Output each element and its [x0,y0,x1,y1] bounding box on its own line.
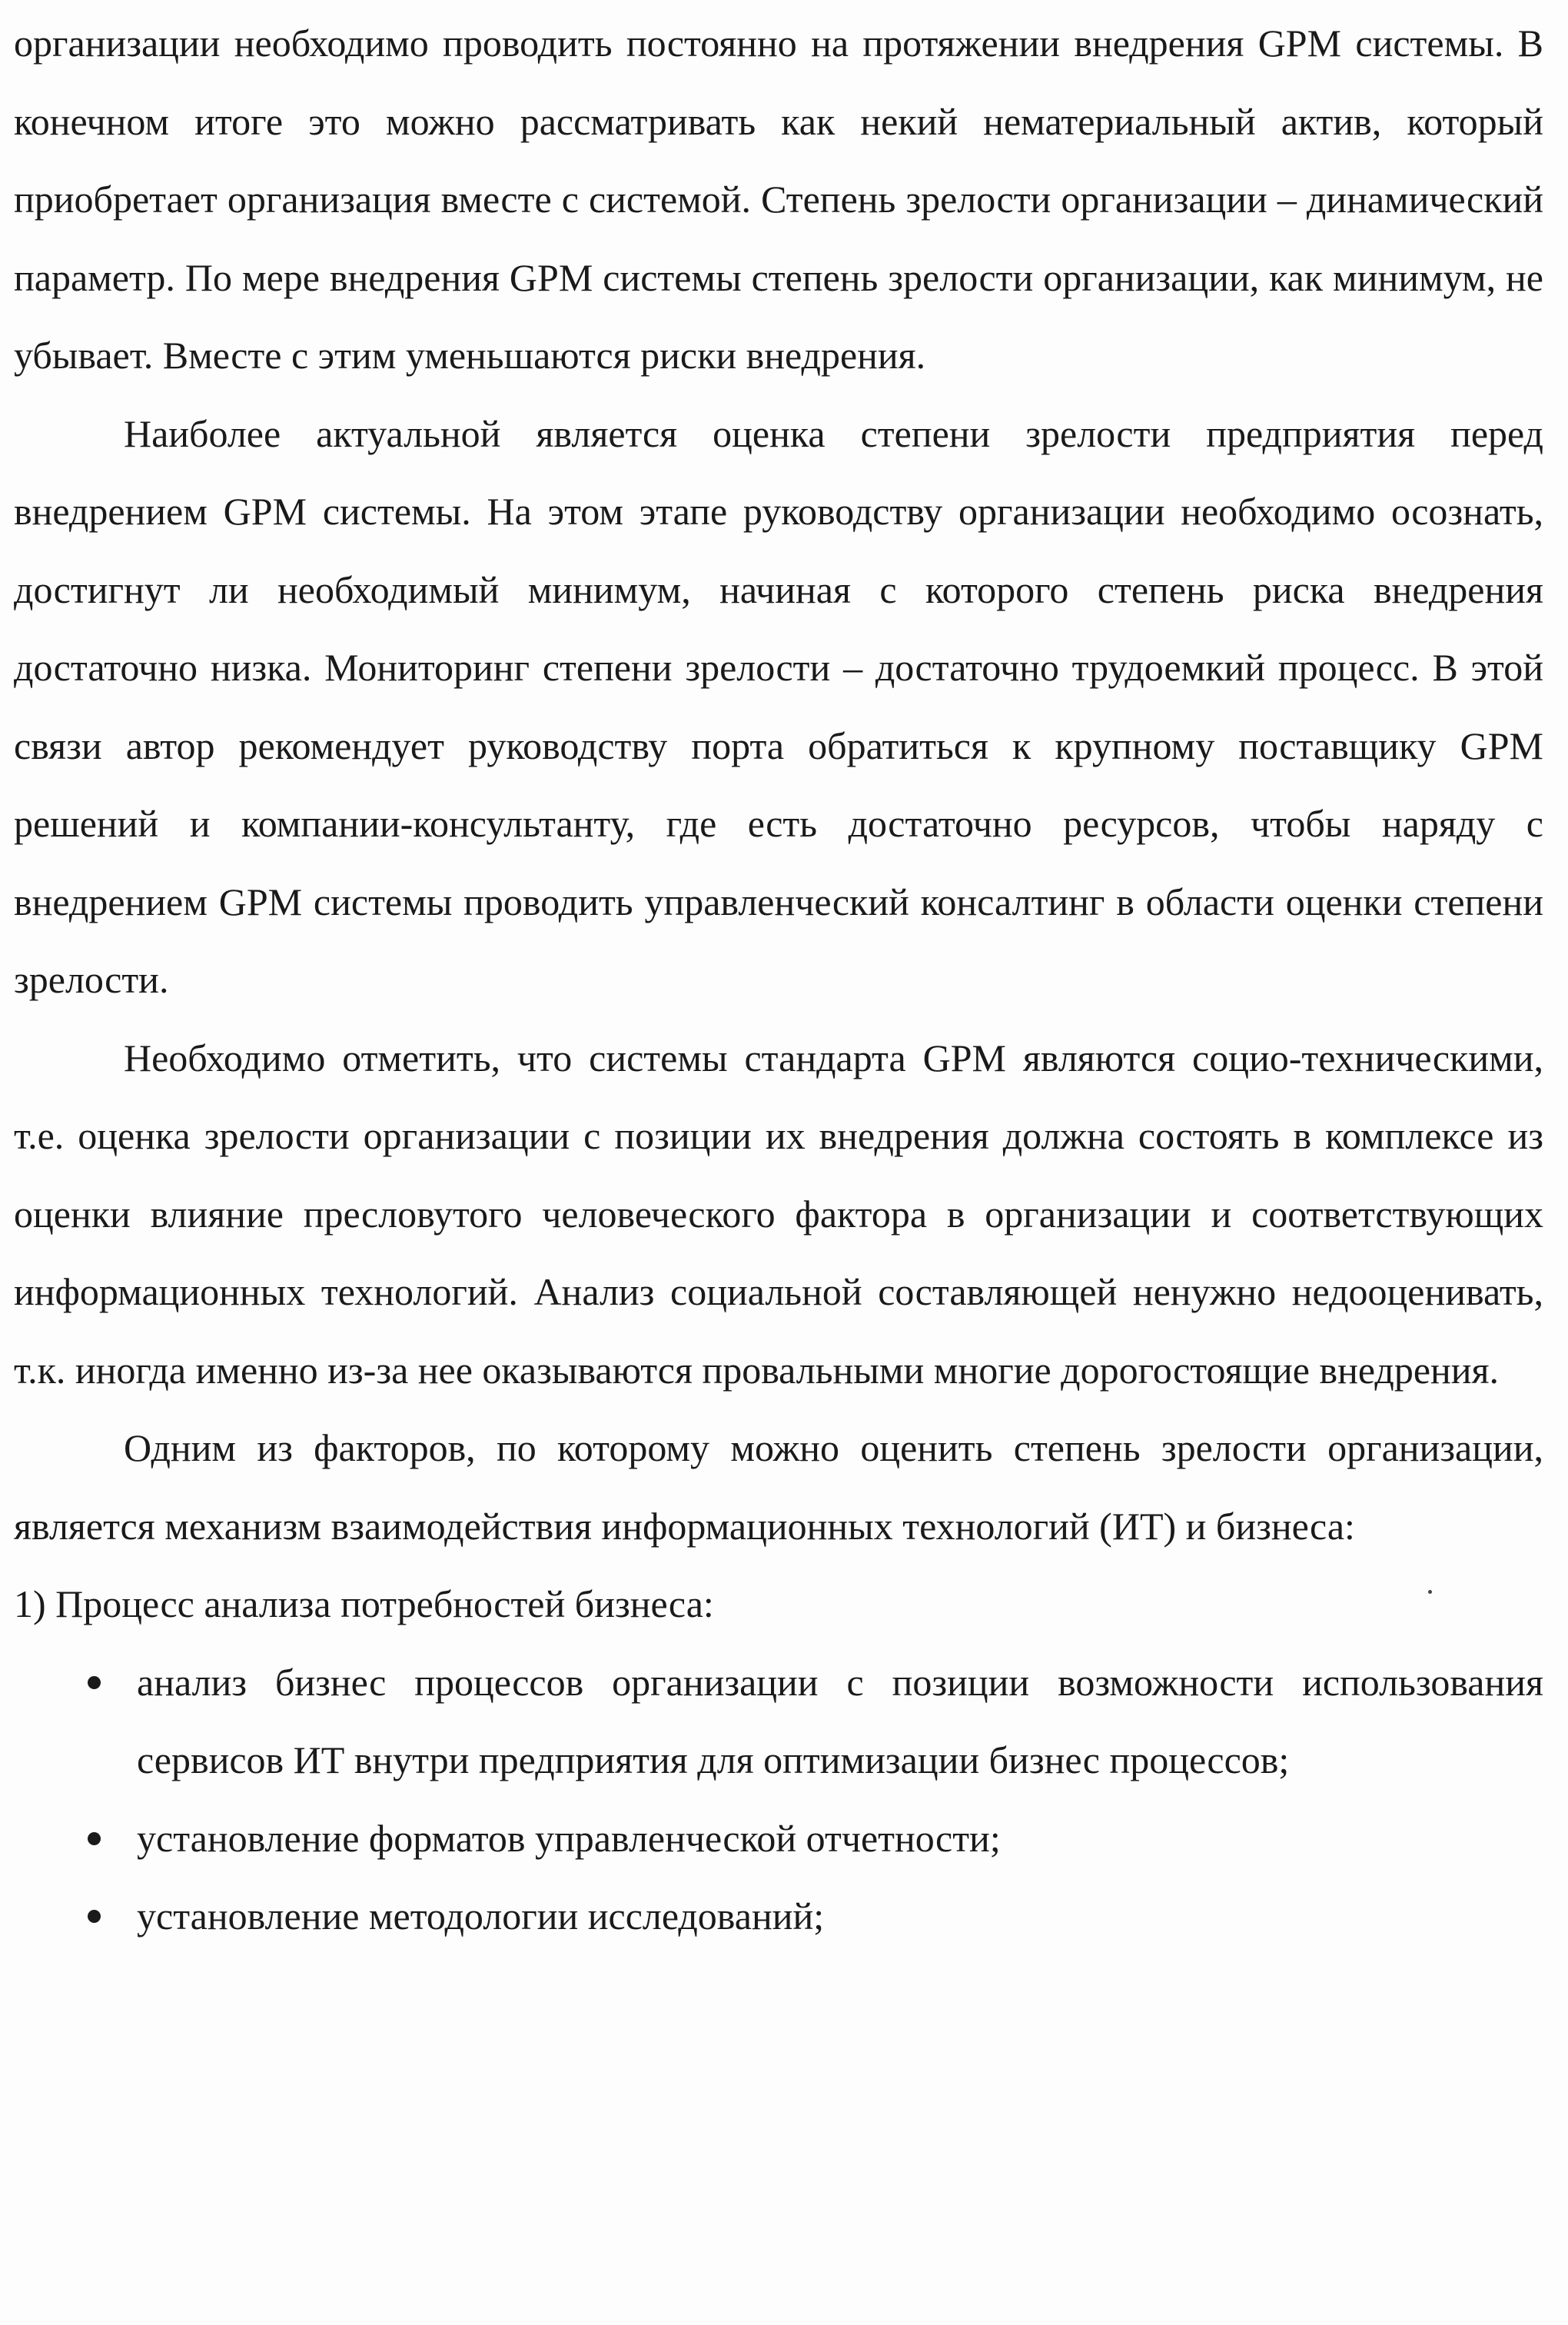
paragraph-maturity-assessment: Наиболее актуальной является оценка степени зрелости предприятия перед внедрением GPM системы. На этом этапе руководству организации необходимо осознать, достигнут ли необходимый минимум, начиная с которого степень риска внедрения достаточно низка. Мониторинг степени зрелости – достаточно трудоемкий процесс. В этой связи автор рекомендует руководству порта обратиться к крупному поставщику GPM решений и компании-консультанту, где есть достаточно ресурсов, чтобы наряду с внедрением GPM системы проводить управленческий консалтинг в области оценки степени зрелости. [14,411,1543,1001]
bullet-dot-icon [88,1676,101,1689]
bullet-dot-icon [88,1910,101,1923]
bullet-dot-icon [88,1832,101,1845]
list-item-text: анализ бизнес процессов организации с позиции возможности использования сервисов ИТ внутри предприятия для оптимизации бизнес процессов; [137,1660,1543,1781]
list-item [14,1878,1543,1956]
document-body [14,5,1543,1956]
paragraph-continuation: организации необходимо проводить постоянно на протяжении внедрения GPM системы. В конечном итоге это можно рассматривать как некий нематериальный актив, который приобретает организация вместе с системой. Степень зрелости организации – динамический параметр. По мере внедрения GPM системы степень зрелости организации, как минимум, не убывает. Вместе с этим уменьшаются риски внедрения. [14,22,1543,377]
bullet-list [14,1644,1543,1956]
list-item-text: установление методологии исследований; [137,1894,825,1938]
list-item [14,1800,1543,1878]
paragraph-socio-technical: Необходимо отметить, что системы стандарта GPM являются социо-техническими, т.е. оценка зрелости организации с позиции их внедрения должна состоять в комплексе из оценки влияние пресловутого человеческого фактора в организации и соответствующих информационных технологий. Анализ социальной составляющей ненужно недооценивать, т.к. иногда именно из-за нее оказываются провальными многие дорогостоящие внедрения. [14,1036,1543,1392]
numbered-item-1: 1) Процесс анализа потребностей бизнеса: [14,1582,714,1625]
scan-speck [1428,1590,1432,1594]
list-item-text: установление форматов управленческой отчетности; [137,1816,1001,1860]
paragraph-it-business-interaction: Одним из факторов, по которому можно оценить степень зрелости организации, является механизм взаимодействия информационных технологий (ИТ) и бизнеса: [14,1426,1543,1548]
list-item [14,1644,1543,1800]
